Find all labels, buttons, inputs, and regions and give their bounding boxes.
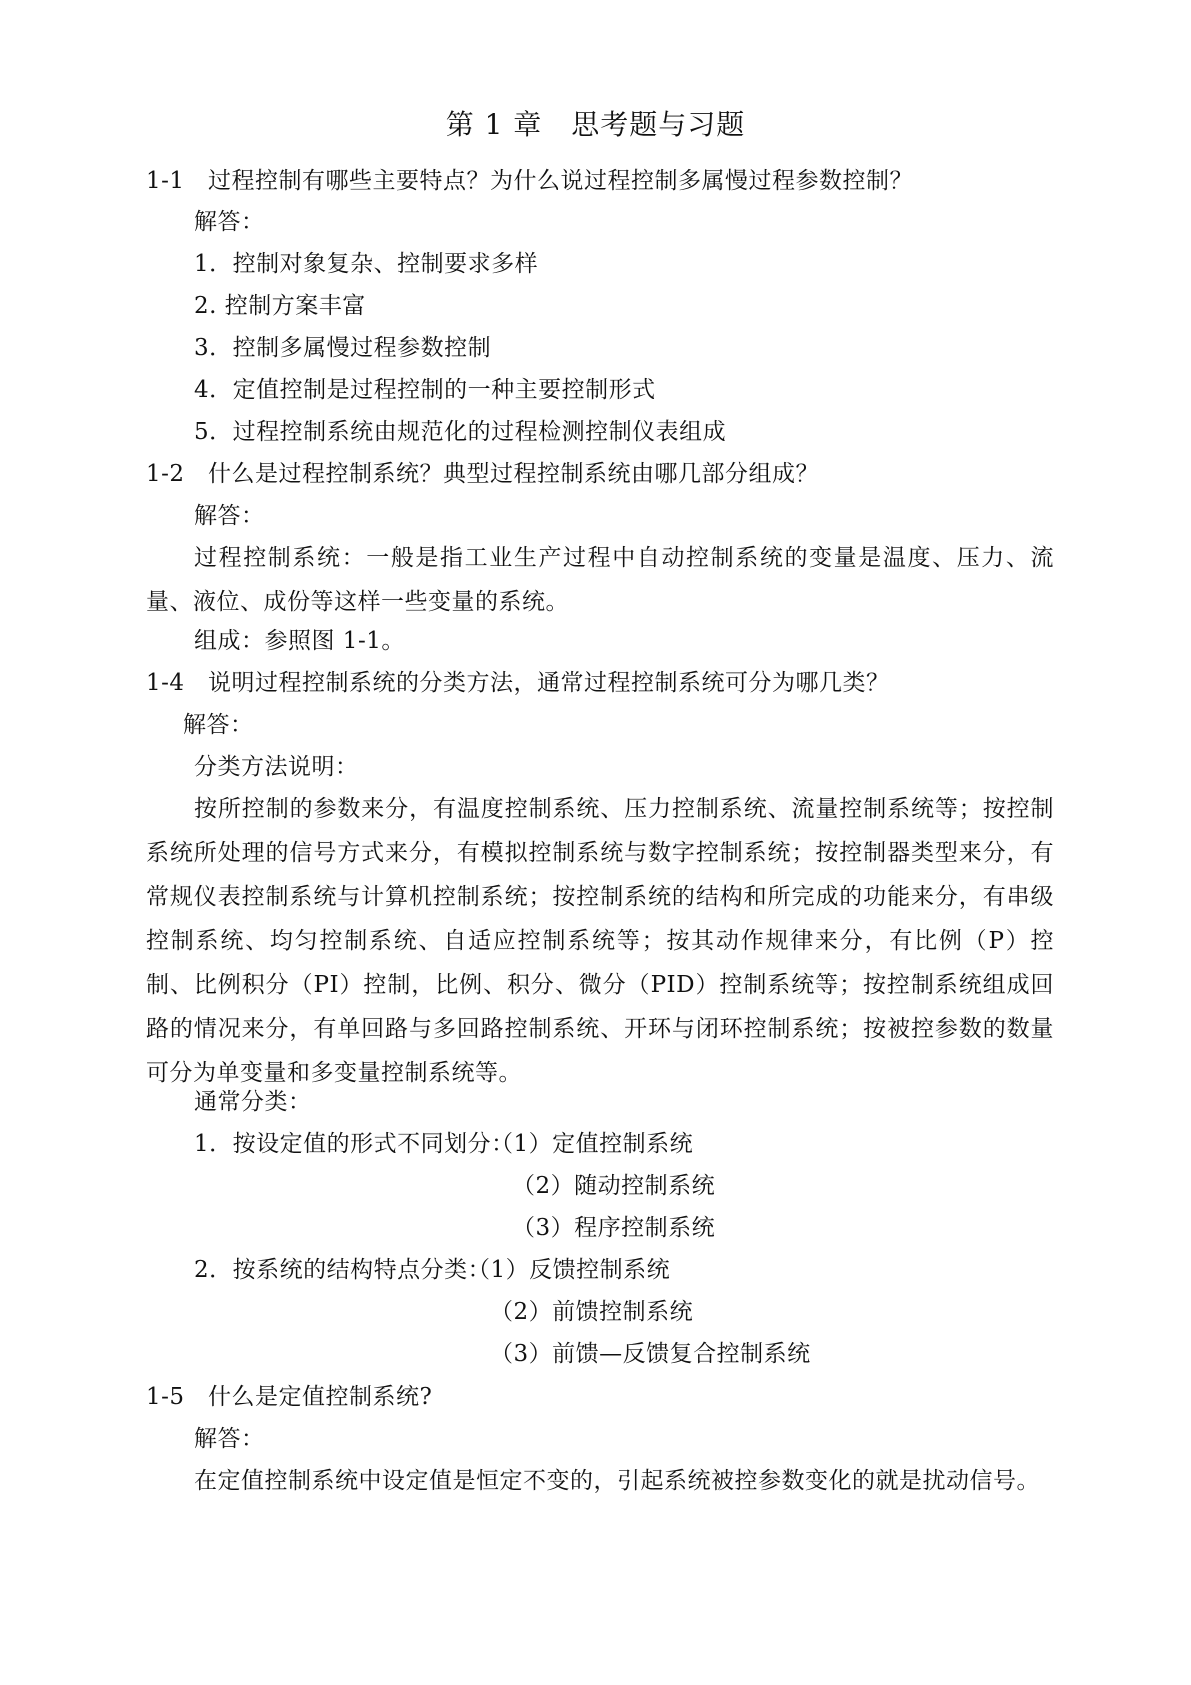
question-1-2: 1-2 什么是过程控制系统？典型过程控制系统由哪几部分组成？	[146, 461, 820, 487]
answer-label-1-1: 解答：	[194, 209, 265, 235]
composition-text: 组成：参照图 1-1。	[194, 628, 405, 654]
list-item: 2. 控制方案丰富	[194, 293, 366, 319]
class1-item: （2）随动控制系统	[512, 1173, 716, 1199]
answer-label-1-5: 解答：	[194, 1426, 265, 1452]
class2-item: （2）前馈控制系统	[490, 1299, 694, 1325]
answer-label-1-4: 解答：	[183, 712, 254, 738]
list-item: 5．过程控制系统由规范化的过程检测控制仪表组成	[194, 419, 727, 445]
answer-text-1-5: 在定值控制系统中设定值是恒定不变的，引起系统被控参数变化的就是扰动信号。	[194, 1468, 1040, 1494]
method-paragraph: 按所控制的参数来分，有温度控制系统、压力控制系统、流量控制系统等；按控制系统所处理的信号方式来分，有模拟控制系统与数字控制系统；按控制器类型来分，有常规仪表控制系统与计算机控制系统；按控制系统的结构和所完成的功能来分，有串级控制系统、均匀控制系统、自适应控制系统等；按其动作规律来分，有比例（P）控制、比例积分（PI）控制，比例、积分、微分（PID）控制系统等；按控制系统组成回路的情况来分，有单回路与多回路控制系统、开环与闭环控制系统；按被控参数的数量可分为单变量和多变量控制系统等。	[146, 796, 1054, 1086]
class2-item: （1）反馈控制系统	[467, 1257, 671, 1283]
class1-label: 1．按设定值的形式不同划分：	[194, 1131, 515, 1157]
question-1-1: 1-1 过程控制有哪些主要特点？为什么说过程控制多属慢过程参数控制？	[146, 168, 914, 194]
answer-label-1-2: 解答：	[194, 503, 265, 529]
class1-item: （1）定值控制系统	[490, 1131, 694, 1157]
list-item: 1．控制对象复杂、控制要求多样	[194, 251, 539, 277]
class1-item: （3）程序控制系统	[512, 1215, 716, 1241]
definition-paragraph: 过程控制系统：一般是指工业生产过程中自动控制系统的变量是温度、压力、流量、液位、成份等这样一些变量的系统。	[146, 545, 1054, 615]
question-1-5: 1-5 什么是定值控制系统?	[146, 1384, 433, 1410]
method-label: 分类方法说明：	[194, 754, 359, 780]
list-item: 3．控制多属慢过程参数控制	[194, 335, 492, 361]
list-item: 4．定值控制是过程控制的一种主要控制形式	[194, 377, 656, 403]
usual-classification-label: 通常分类：	[194, 1089, 312, 1115]
chapter-title: 第 1 章 思考题与习题	[445, 108, 746, 141]
question-1-4: 1-4 说明过程控制系统的分类方法，通常过程控制系统可分为哪几类？	[146, 670, 890, 696]
class2-item: （3）前馈—反馈复合控制系统	[490, 1341, 811, 1367]
class2-label: 2．按系统的结构特点分类：	[194, 1257, 492, 1283]
